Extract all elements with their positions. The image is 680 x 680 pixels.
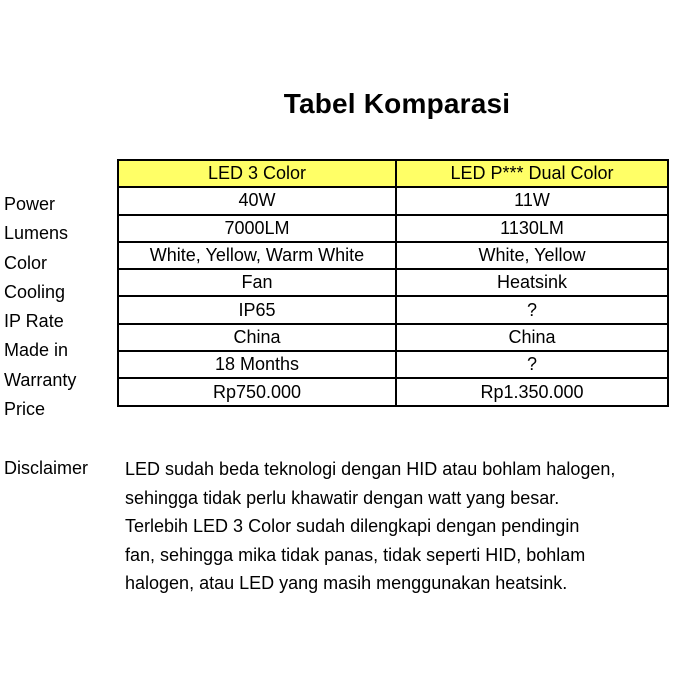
disclaimer-line: halogen, atau LED yang masih menggunakan heatsink. [125,573,568,593]
column-header-led-3-color: LED 3 Color [118,160,396,187]
disclaimer-line: LED sudah beda teknologi dengan HID atau bohlam halogen, [125,459,616,479]
table-cell: Fan [118,269,396,296]
column-header-led-dual-color: LED P*** Dual Color [396,160,668,187]
table-cell: White, Yellow [396,242,668,269]
table-cell: 18 Months [118,351,396,378]
table-row [118,324,668,351]
table-cell: Rp1.350.000 [396,378,668,405]
table-cell: White, Yellow, Warm White [118,242,396,269]
row-label-power: Power [4,194,56,214]
disclaimer-line: sehingga tidak perlu khawatir dengan watt yang besar. [125,487,560,508]
table-row [118,187,668,214]
row-label-cooling: Cooling [4,281,66,302]
row-label-color: Color [4,252,48,273]
table-row [118,351,668,378]
row-labels [4,190,76,424]
page-title: Tabel Komparasi [283,88,511,119]
disclaimer-line: Terlebih LED 3 Color sudah dilengkapi dengan pendingin [125,516,580,536]
table-cell: ? [396,296,668,323]
table-row [118,269,668,296]
disclaimer-label: Disclaimer [4,458,89,478]
table-cell: Rp750.000 [118,378,396,405]
disclaimer-line: fan, sehingga mika tidak panas, tidak seperti HID, bohlam [125,544,586,565]
table-cell: ? [396,351,668,378]
table-row [118,242,668,269]
table-cell: Heatsink [396,269,668,296]
row-label-ip-rate: IP Rate [4,311,64,332]
table-header-row [118,160,668,187]
row-label-warranty: Warranty [4,369,77,390]
table-cell: China [118,324,396,351]
row-label-made-in: Made in [4,340,69,361]
table-row [118,378,668,405]
table-row [118,296,668,323]
comparison-table [117,159,669,407]
table-cell: IP65 [118,296,396,323]
row-label-price: Price [4,399,46,420]
table-cell: 11W [396,187,668,214]
table-cell: China [396,324,668,351]
table-cell: 1130LM [396,215,668,242]
table-cell: 40W [118,187,396,214]
table-row [118,215,668,242]
disclaimer-text [125,455,675,598]
row-label-lumens: Lumens [4,223,69,244]
table-cell: 7000LM [118,215,396,242]
